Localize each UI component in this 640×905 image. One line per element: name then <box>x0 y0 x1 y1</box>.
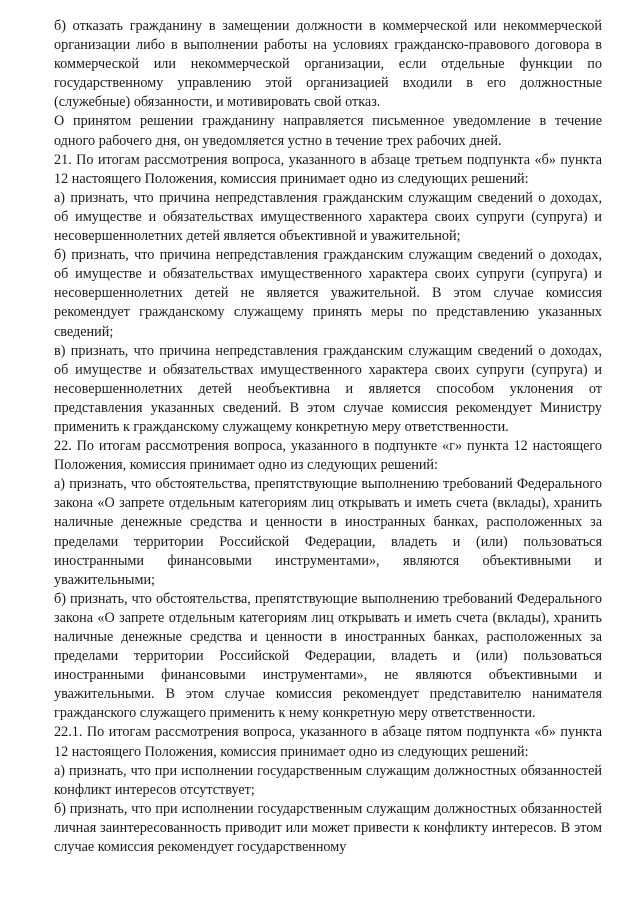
paragraph-22-heading: 22. По итогам рассмотрения вопроса, указанного в подпункте «г» пункта 12 настоящего Положения, комиссия принимает одно из следующих решений: <box>54 438 602 474</box>
paragraph-22a: а) признать, что обстоятельства, препятствующие выполнению требований Федерального закона «О запрете отдельным категориям лиц открывать и иметь счета (вклады), хранить наличные денежные средства и ценности в иностранных банках, расположенных за пределами территории Российской Федерации, владеть и (или) пользоваться иностранными финансовыми инструментами», являются объективными и уважительными; <box>54 476 602 588</box>
paragraph-21a: а) признать, что причина непредставления гражданским служащим сведений о доходах, об имуществе и обязательствах имущественного характера своих супруги (супруга) и несовершеннолетних детей является объективной и уважительной; <box>54 189 602 245</box>
paragraph-20b-refuse: б) отказать гражданину в замещении должности в коммерческой или некоммерческой организации либо в выполнении работы на условиях гражданско-правового договора в коммерческой или некоммерческой организации, если отдельные функции по государственному управлению этой организацией входили в его должностные (служебные) обязанности, и мотивировать свой отказ. <box>54 18 602 111</box>
paragraph-21-heading: 21. По итогам рассмотрения вопроса, указанного в абзаце третьем подпункта «б» пункта 12 настоящего Положения, комиссия принимает одно из следующих решений: <box>54 151 602 187</box>
paragraph-22-1-heading: 22.1. По итогам рассмотрения вопроса, указанного в абзаце пятом подпункта «б» пункта 12 настоящего Положения, комиссия принимает одно из следующих решений: <box>54 724 602 760</box>
paragraph-22-1b: б) признать, что при исполнении государственным служащим должностных обязанностей личная заинтересованность приводит или может привести к конфликту интересов. В этом случае комиссия рекомендует государственному <box>54 800 602 856</box>
paragraph-21b: б) признать, что причина непредставления гражданским служащим сведений о доходах, об имуществе и обязательствах имущественного характера своих супруги (супруга) и несовершеннолетних детей не является уважительной. В этом случае комиссия рекомендует гражданскому служащему принять меры по представлению указанных сведений; <box>54 247 602 340</box>
paragraph-22-1a: а) признать, что при исполнении государственным служащим должностных обязанностей конфликт интересов отсутствует; <box>54 762 602 798</box>
paragraph-21v: в) признать, что причина непредставления гражданским служащим сведений о доходах, об имуществе и обязательствах имущественного характера своих супруги (супруга) и несовершеннолетних детей необъективна и является способом уклонения от представления указанных сведений. В этом случае комиссия рекомендует Министру применить к гражданскому служащему конкретную меру ответственности. <box>54 342 602 435</box>
paragraph-22b: б) признать, что обстоятельства, препятствующие выполнению требований Федерального закона «О запрете отдельным категориям лиц открывать и иметь счета (вклады), хранить наличные денежные средства и ценности в иностранных банках, расположенных за пределами территории Российской Федерации, владеть и (или) пользоваться иностранными финансовыми инструментами», не являются объективными и уважительными. В этом случае комиссия рекомендует представителю нанимателя гражданского служащего применить к нему конкретную меру ответственности. <box>54 590 602 722</box>
paragraph-notification: О принятом решении гражданину направляется письменное уведомление в течение одного рабочего дня, он уведомляется устно в течение трех рабочих дней. <box>54 113 602 149</box>
